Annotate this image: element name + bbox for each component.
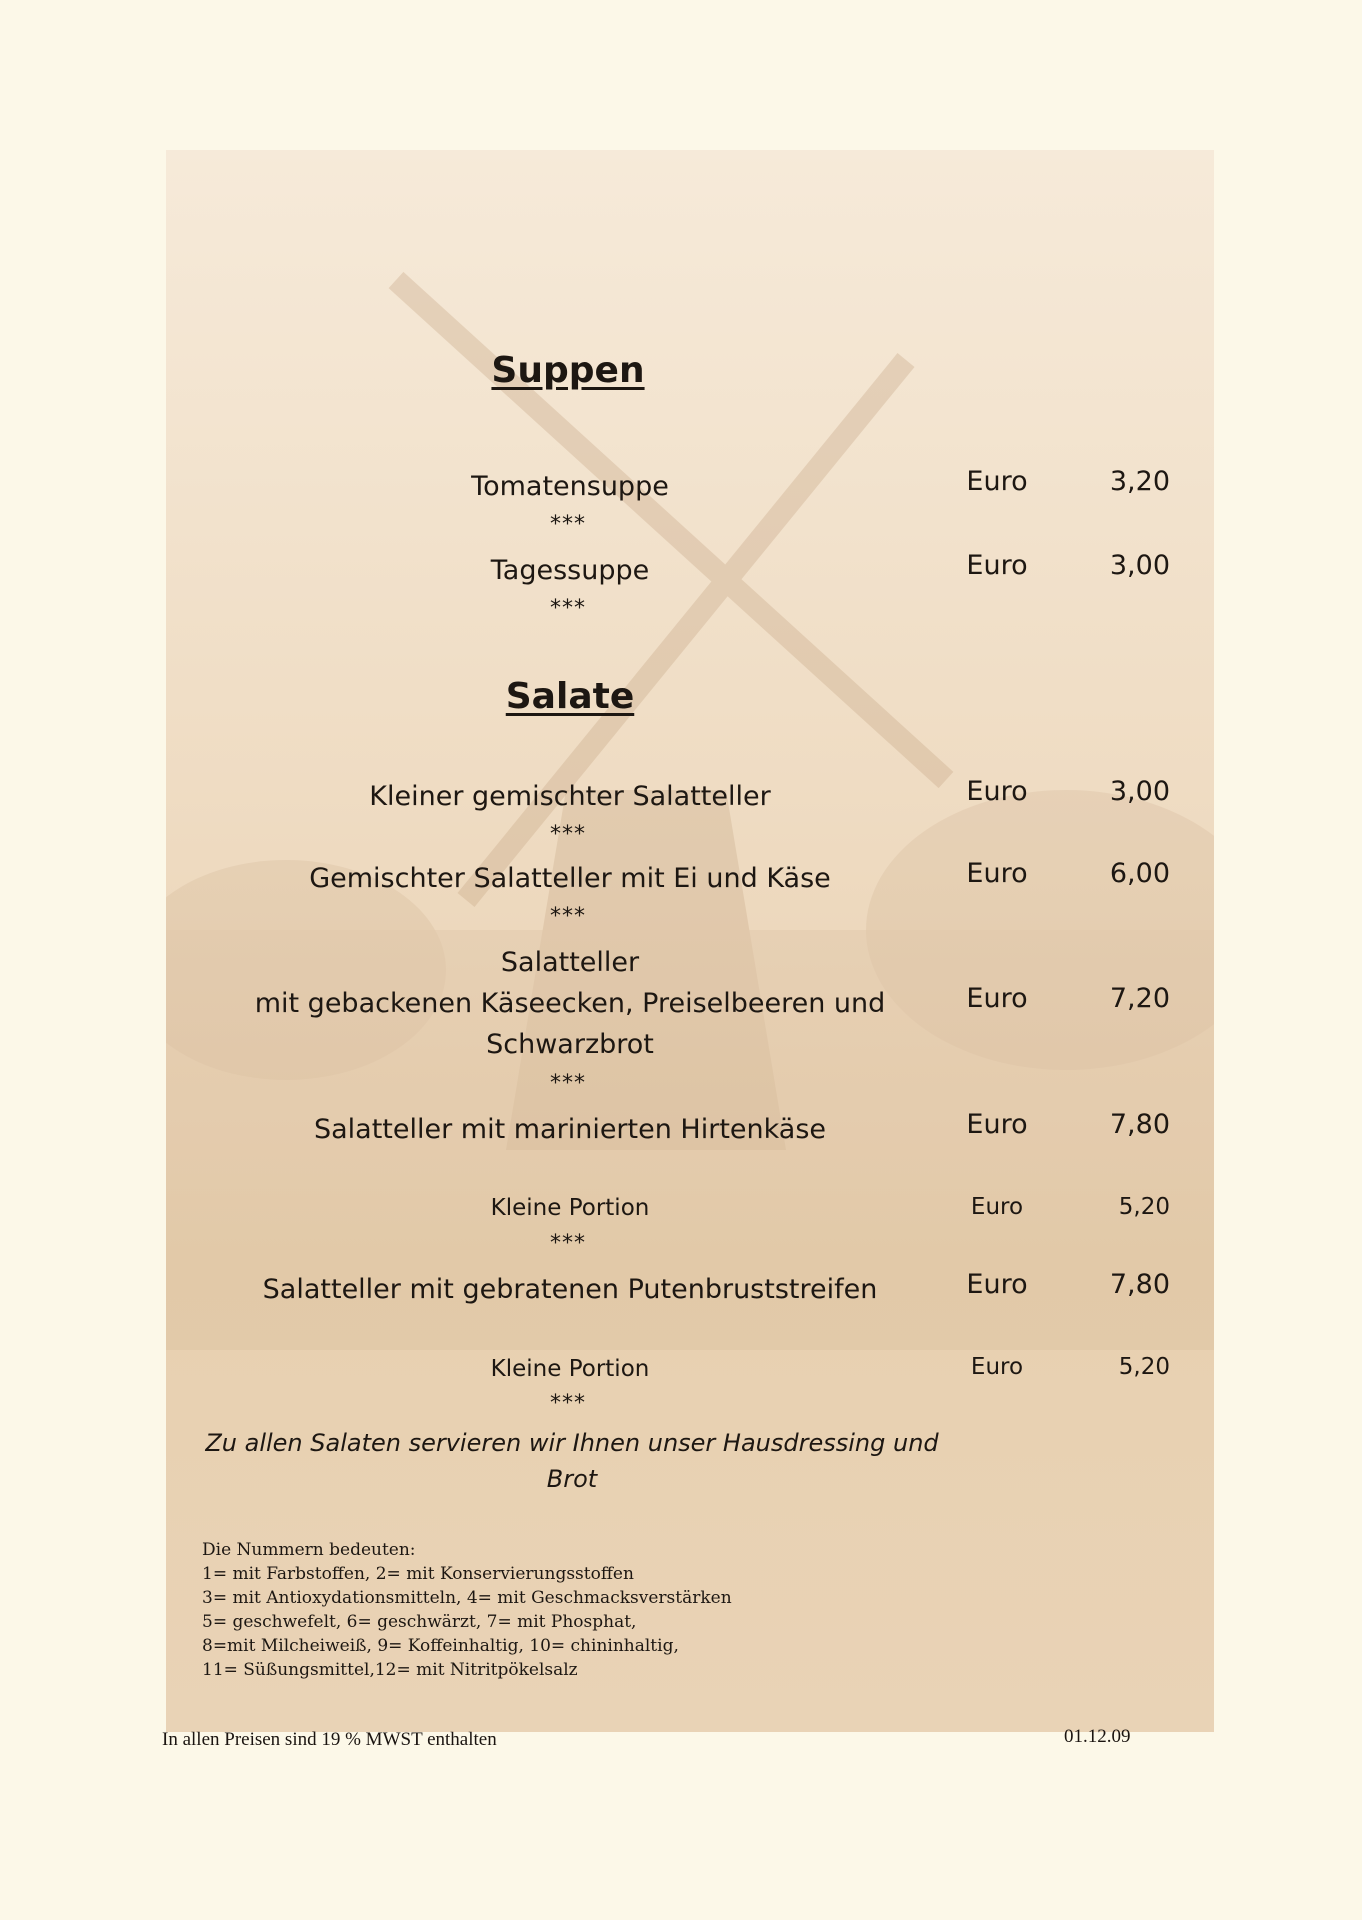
separator: *** [550, 596, 586, 621]
legend-line: 11= Süßungsmittel,12= mit Nitritpökelsalz [202, 1660, 578, 1680]
separator: *** [550, 1071, 586, 1096]
salad-note-line: Brot [546, 1465, 598, 1493]
price: 3,00 [1109, 550, 1170, 581]
separator: *** [550, 822, 586, 847]
currency-label: Euro [966, 1109, 1028, 1140]
price: 7,80 [1109, 1269, 1170, 1300]
menu-item-name: Kleiner gemischter Salatteller [369, 781, 771, 812]
currency-label: Euro [966, 466, 1028, 497]
separator: *** [550, 904, 586, 929]
menu-item-name-line: Schwarzbrot [486, 1029, 654, 1060]
currency-label: Euro [970, 1194, 1024, 1220]
menu-item-name-line: Salatteller [500, 947, 640, 978]
menu-item-name: Tagessuppe [490, 555, 650, 586]
currency-label: Euro [966, 858, 1028, 889]
salad-note [192, 1425, 952, 1497]
menu-item-name: Gemischter Salatteller mit Ei und Käse [309, 863, 831, 894]
legend-line: 3= mit Antioxydationsmitteln, 4= mit Geschmacksverstärken [202, 1588, 732, 1608]
currency-label: Euro [966, 776, 1028, 807]
currency-label: Euro [966, 550, 1028, 581]
menu-item-name: Tomatensuppe [471, 471, 669, 502]
section-title-salads: Salate [505, 676, 635, 717]
legend-line: 5= geschwefelt, 6= geschwärzt, 7= mit Phosphat, [202, 1612, 637, 1632]
menu-item-name-line: mit gebackenen Käseecken, Preiselbeeren und [254, 988, 886, 1019]
price: 7,20 [1109, 983, 1170, 1014]
menu-date: 01.12.09 [1064, 1726, 1131, 1747]
price: 3,00 [1109, 776, 1170, 807]
price: 3,20 [1109, 466, 1170, 497]
price: 5,20 [1118, 1194, 1170, 1220]
currency-label: Euro [966, 1269, 1028, 1300]
currency-label: Euro [970, 1354, 1024, 1380]
section-title-soups: Suppen [491, 350, 645, 391]
menu-item-name: Kleine Portion [490, 1195, 650, 1221]
additives-legend [202, 1538, 732, 1682]
price: 6,00 [1109, 858, 1170, 889]
price: 5,20 [1118, 1354, 1170, 1380]
legend-title: Die Nummern bedeuten: [202, 1540, 416, 1560]
separator: *** [550, 1231, 586, 1256]
price: 7,80 [1109, 1109, 1170, 1140]
currency-label: Euro [966, 983, 1028, 1014]
vat-note: In allen Preisen sind 19 % MWST enthalten [162, 1729, 497, 1750]
legend-line: 1= mit Farbstoffen, 2= mit Konservierungsstoffen [202, 1564, 634, 1584]
menu-item-name: Salatteller mit marinierten Hirtenkäse [313, 1114, 827, 1145]
separator: *** [550, 1391, 586, 1416]
separator: *** [550, 512, 586, 537]
salad-note-line: Zu allen Salaten servieren wir Ihnen unser Hausdressing und [205, 1429, 939, 1457]
legend-line: 8=mit Milcheiweiß, 9= Koffeinhaltig, 10= chininhaltig, [202, 1636, 679, 1656]
menu-item-name: Kleine Portion [490, 1356, 650, 1382]
menu-item-name: Salatteller mit gebratenen Putenbruststreifen [262, 1274, 878, 1305]
